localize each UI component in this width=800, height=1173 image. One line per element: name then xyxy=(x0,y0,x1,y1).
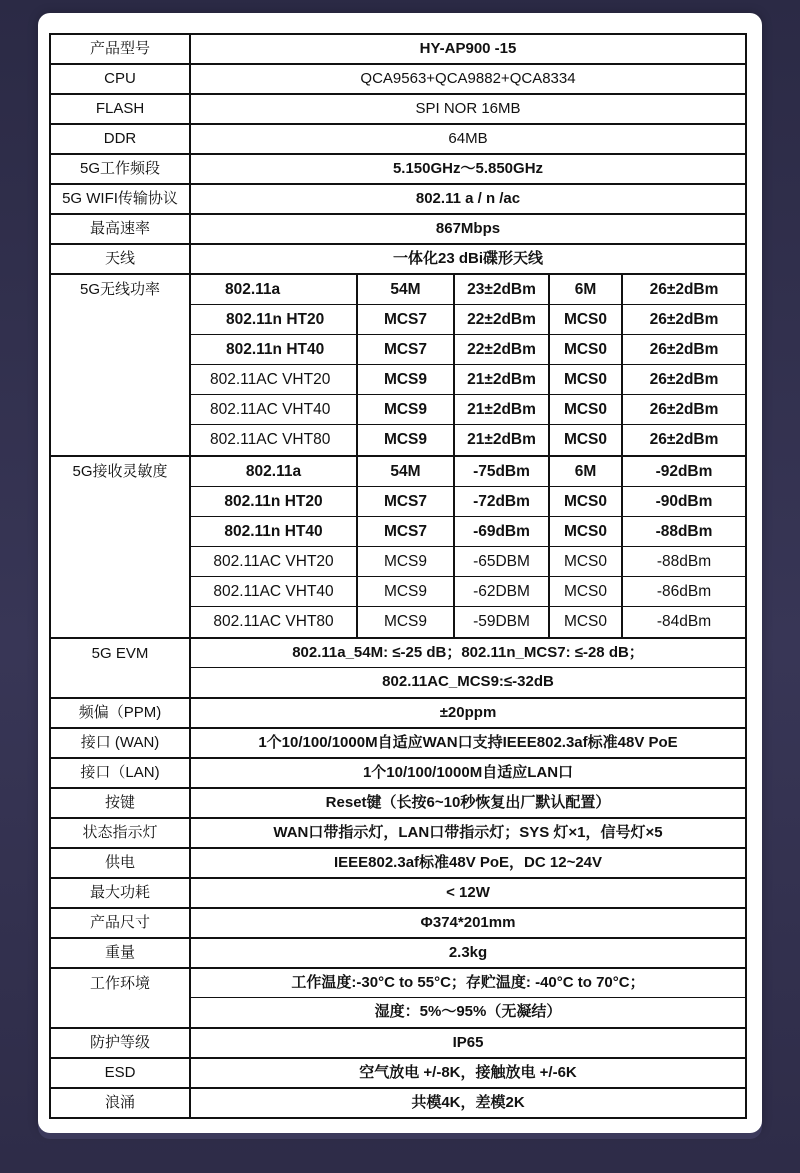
rx-sens-low: -92dBm xyxy=(655,463,713,480)
evm-line: 802.11a_54M: ≤-25 dB；802.11n_MCS7: ≤-28 dB； xyxy=(191,639,745,668)
rx-rate-high: MCS9 xyxy=(358,577,455,606)
rx-sens-high: -65DBM xyxy=(455,547,550,576)
tx-power-row xyxy=(191,365,745,395)
row-value: SPI NOR 16MB xyxy=(415,100,521,117)
tx-power-row xyxy=(191,425,745,455)
row-label: 5G WIFI传输协议 xyxy=(51,185,191,213)
row-label: ESD xyxy=(51,1059,191,1087)
row-label: 供电 xyxy=(51,849,191,877)
row-label: 产品尺寸 xyxy=(51,909,191,937)
rx-sens-high: -69dBm xyxy=(455,517,550,546)
row-ddr xyxy=(51,125,745,155)
tx-power-low: 26±2dBm xyxy=(649,371,719,388)
row-button xyxy=(51,789,745,819)
rx-standard: 802.11n HT20 xyxy=(191,487,358,516)
tx-rate-high: MCS9 xyxy=(358,395,455,424)
tx-power-high: 21±2dBm xyxy=(455,365,550,394)
rx-rate-low: MCS0 xyxy=(550,517,623,546)
rx-sens-low: -88dBm xyxy=(655,523,713,540)
row-value: ±20ppm xyxy=(439,704,497,721)
tx-standard: 802.11n HT20 xyxy=(191,305,358,334)
row-label: 接口 (WAN) xyxy=(51,729,191,757)
row-value: QCA9563+QCA9882+QCA8334 xyxy=(360,70,576,87)
row-ip-rating xyxy=(51,1029,745,1059)
row-power xyxy=(51,849,745,879)
rx-standard: 802.11AC VHT40 xyxy=(191,577,358,606)
row-value: 2.3kg xyxy=(448,944,488,961)
rx-rate-high: 54M xyxy=(358,457,455,486)
rx-sensitivity-row xyxy=(191,457,745,487)
row-antenna xyxy=(51,245,745,275)
group-environment xyxy=(51,969,745,1029)
tx-power-high: 22±2dBm xyxy=(455,335,550,364)
row-label: 状态指示灯 xyxy=(51,819,191,847)
tx-power-high: 21±2dBm xyxy=(455,425,550,455)
group-rx-sensitivity xyxy=(51,457,745,639)
row-value: HY-AP900 -15 xyxy=(419,40,517,57)
row-value: 1个10/100/1000M自适应LAN口 xyxy=(362,764,574,781)
row-flash xyxy=(51,95,745,125)
rx-sens-high: -62DBM xyxy=(455,577,550,606)
rx-rate-low: MCS0 xyxy=(550,487,623,516)
row-protocol xyxy=(51,185,745,215)
rx-sensitivity-row xyxy=(191,517,745,547)
rx-sensitivity-row xyxy=(191,577,745,607)
rx-rate-high: MCS9 xyxy=(358,607,455,637)
row-label: 工作环境 xyxy=(51,969,191,1027)
tx-rate-low: MCS0 xyxy=(550,365,623,394)
row-label: 产品型号 xyxy=(51,35,191,63)
rx-sens-low: -84dBm xyxy=(656,613,712,630)
group-evm xyxy=(51,639,745,699)
rx-rate-low: MCS0 xyxy=(550,577,623,606)
rx-sens-low: -86dBm xyxy=(656,583,712,600)
tx-power-row xyxy=(191,305,745,335)
tx-power-row xyxy=(191,395,745,425)
row-label: 天线 xyxy=(51,245,191,273)
row-value: 64MB xyxy=(448,130,488,147)
row-cpu xyxy=(51,65,745,95)
tx-power-row xyxy=(191,275,745,305)
row-value: 一体化23 dBi碟形天线 xyxy=(392,250,543,267)
tx-power-high: 21±2dBm xyxy=(455,395,550,424)
row-label: 浪涌 xyxy=(51,1089,191,1117)
row-label: FLASH xyxy=(51,95,191,123)
row-max-power xyxy=(51,879,745,909)
tx-standard: 802.11n HT40 xyxy=(191,335,358,364)
tx-rate-high: 54M xyxy=(358,275,455,304)
tx-rate-low: MCS0 xyxy=(550,335,623,364)
row-label: 按键 xyxy=(51,789,191,817)
tx-standard: 802.11a xyxy=(191,275,358,304)
row-label: 最大功耗 xyxy=(51,879,191,907)
rx-rate-high: MCS7 xyxy=(358,517,455,546)
rx-rate-high: MCS7 xyxy=(358,487,455,516)
row-label: 接口（LAN) xyxy=(51,759,191,787)
rx-sens-high: -72dBm xyxy=(455,487,550,516)
row-value: 802.11 a / n /ac xyxy=(415,190,521,207)
row-freq-offset xyxy=(51,699,745,729)
row-label: 最高速率 xyxy=(51,215,191,243)
rx-sens-high: -59DBM xyxy=(455,607,550,637)
tx-rate-low: MCS0 xyxy=(550,395,623,424)
row-max-rate xyxy=(51,215,745,245)
rx-standard: 802.11AC VHT80 xyxy=(191,607,358,637)
row-label: 频偏（PPM) xyxy=(51,699,191,727)
row-size xyxy=(51,909,745,939)
row-label: 防护等级 xyxy=(51,1029,191,1057)
row-label: 5G工作频段 xyxy=(51,155,191,183)
row-esd xyxy=(51,1059,745,1089)
row-leds xyxy=(51,819,745,849)
row-value: < 12W xyxy=(446,884,490,901)
tx-power-high: 23±2dBm xyxy=(455,275,550,304)
row-value: IEEE802.3af标准48V PoE，DC 12~24V xyxy=(333,854,603,871)
row-wan xyxy=(51,729,745,759)
row-label: CPU xyxy=(51,65,191,93)
tx-rate-high: MCS7 xyxy=(358,335,455,364)
tx-power-row xyxy=(191,335,745,365)
rx-standard: 802.11a xyxy=(191,457,358,486)
row-value: IP65 xyxy=(452,1034,484,1051)
rx-sensitivity-row xyxy=(191,607,745,637)
tx-power-high: 22±2dBm xyxy=(455,305,550,334)
row-label: 5G无线功率 xyxy=(51,275,191,455)
row-model xyxy=(51,35,745,65)
tx-power-low: 26±2dBm xyxy=(649,401,719,418)
row-label: 重量 xyxy=(51,939,191,967)
tx-power-low: 26±2dBm xyxy=(649,311,719,328)
row-band xyxy=(51,155,745,185)
row-label: 5G EVM xyxy=(51,639,191,697)
tx-rate-high: MCS9 xyxy=(358,365,455,394)
rx-sens-high: -75dBm xyxy=(455,457,550,486)
evm-line: 802.11AC_MCS9:≤-32dB xyxy=(382,673,554,690)
rx-sensitivity-row xyxy=(191,547,745,577)
rx-standard: 802.11AC VHT20 xyxy=(191,547,358,576)
rx-rate-low: 6M xyxy=(550,457,623,486)
environment-line: 工作温度:-30°C to 55°C；存贮温度: -40°C to 70°C； xyxy=(191,969,745,998)
rx-sensitivity-row xyxy=(191,487,745,517)
tx-power-low: 26±2dBm xyxy=(649,431,719,448)
tx-standard: 802.11AC VHT20 xyxy=(191,365,358,394)
tx-power-low: 26±2dBm xyxy=(649,341,719,358)
environment-line: 湿度：5%～95%（无凝结） xyxy=(374,1003,562,1020)
tx-standard: 802.11AC VHT80 xyxy=(191,425,358,455)
row-value: 空气放电 +/-8K，接触放电 +/-6K xyxy=(359,1064,577,1081)
row-label: 5G接收灵敏度 xyxy=(51,457,191,637)
row-lan xyxy=(51,759,745,789)
row-value: Reset键（长按6~10秒恢复出厂默认配置） xyxy=(325,794,611,811)
tx-rate-low: 6M xyxy=(550,275,623,304)
row-value: 867Mbps xyxy=(435,220,501,237)
spec-table xyxy=(49,33,747,1119)
rx-sens-low: -88dBm xyxy=(656,553,712,570)
row-weight xyxy=(51,939,745,969)
tx-rate-low: MCS0 xyxy=(550,305,623,334)
row-value: WAN口带指示灯，LAN口带指示灯；SYS 灯×1，信号灯×5 xyxy=(273,824,663,841)
row-value: 1个10/100/1000M自适应WAN口支持IEEE802.3af标准48V PoE xyxy=(258,734,678,751)
row-value: Φ374*201mm xyxy=(420,914,516,931)
row-value: 共模4K，差模2K xyxy=(411,1094,525,1111)
tx-rate-low: MCS0 xyxy=(550,425,623,455)
rx-standard: 802.11n HT40 xyxy=(191,517,358,546)
rx-sens-low: -90dBm xyxy=(655,493,713,510)
row-surge xyxy=(51,1089,745,1119)
tx-power-low: 26±2dBm xyxy=(649,281,719,298)
spec-card xyxy=(38,13,762,1133)
rx-rate-high: MCS9 xyxy=(358,547,455,576)
tx-standard: 802.11AC VHT40 xyxy=(191,395,358,424)
rx-rate-low: MCS0 xyxy=(550,607,623,637)
group-tx-power xyxy=(51,275,745,457)
rx-rate-low: MCS0 xyxy=(550,547,623,576)
tx-rate-high: MCS9 xyxy=(358,425,455,455)
row-value: 5.150GHz～5.850GHz xyxy=(392,160,544,177)
tx-rate-high: MCS7 xyxy=(358,305,455,334)
row-label: DDR xyxy=(51,125,191,153)
